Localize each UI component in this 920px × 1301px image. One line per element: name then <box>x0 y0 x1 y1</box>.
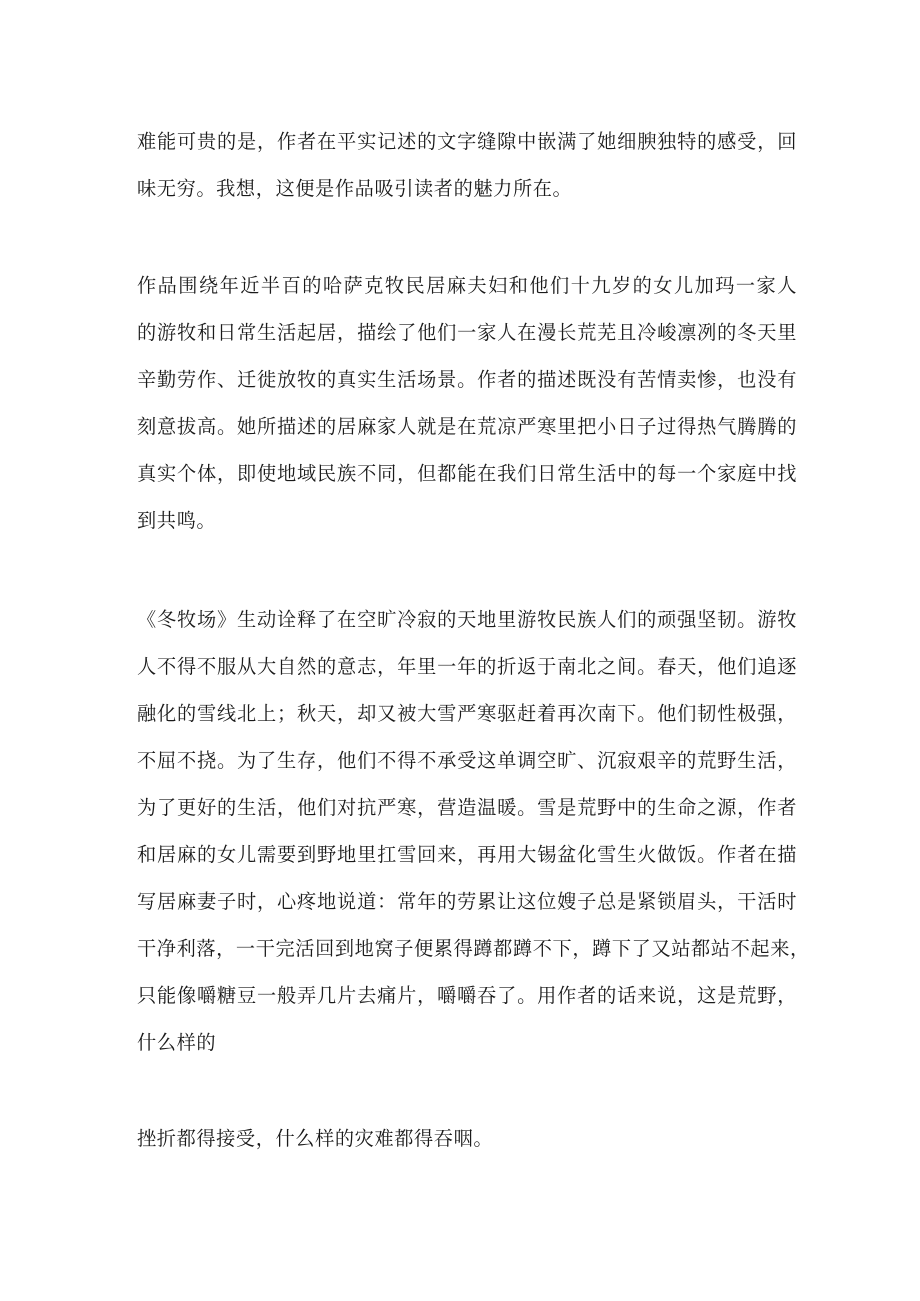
text-line: 融化的雪线北上；秋天，却又被大雪严寒驱赶着再次南下。他们韧性极强， <box>137 702 797 725</box>
text-line: 为了更好的生活，他们对抗严寒，营造温暖。雪是荒野中的生命之源，作者 <box>137 796 797 819</box>
text-line: 难能可贵的是，作者在平实记述的文字缝隙中嵌满了她细腴独特的感受，回 <box>137 130 797 153</box>
text-line: 写居麻妻子时，心疼地说道：常年的劳累让这位嫂子总是紧锁眉头，干活时 <box>137 890 797 913</box>
text-line: 真实个体，即使地域民族不同，但都能在我们日常生活中的每一个家庭中找 <box>137 462 797 485</box>
text-line: 的游牧和日常生活起居，描绘了他们一家人在漫长荒芜且冷峻凛冽的冬天里 <box>137 321 797 344</box>
text-line: 味无穷。我想，这便是作品吸引读者的魅力所在。 <box>137 177 573 200</box>
text-line: 《冬牧场》生动诠释了在空旷冷寂的天地里游牧民族人们的顽强坚韧。游牧 <box>137 608 797 631</box>
text-line: 什么样的 <box>137 1031 217 1054</box>
text-line: 和居麻的女儿需要到野地里扛雪回来，再用大锡盆化雪生火做饭。作者在描 <box>137 843 797 866</box>
text-line: 刻意拔高。她所描述的居麻家人就是在荒凉严寒里把小日子过得热气腾腾的 <box>137 415 797 438</box>
text-line: 人不得不服从大自然的意志，年里一年的折返于南北之间。春天，他们追逐 <box>137 655 797 678</box>
text-line: 辛勤劳作、迁徙放牧的真实生活场景。作者的描述既没有苦情卖惨，也没有 <box>137 368 797 391</box>
text-line: 不屈不挠。为了生存，他们不得不承受这单调空旷、沉寂艰辛的荒野生活， <box>137 749 797 772</box>
paragraph-2 <box>137 262 797 544</box>
text-line: 挫折都得接受，什么样的灾难都得吞咽。 <box>137 1127 494 1150</box>
text-line: 只能像嚼糖豆一般弄几片去痛片，嚼嚼吞了。用作者的话来说，这是荒野， <box>137 984 797 1007</box>
paragraph-3 <box>137 596 810 1066</box>
text-line: 干净利落，一干完活回到地窝子便累得蹲都蹲不下，蹲下了又站都站不起来， <box>137 937 810 960</box>
paragraph-1 <box>137 118 797 212</box>
text-line: 作品围绕年近半百的哈萨克牧民居麻夫妇和他们十九岁的女儿加玛一家人 <box>137 274 797 297</box>
text-line: 到共鸣。 <box>137 509 217 532</box>
paragraph-4 <box>137 1115 797 1162</box>
